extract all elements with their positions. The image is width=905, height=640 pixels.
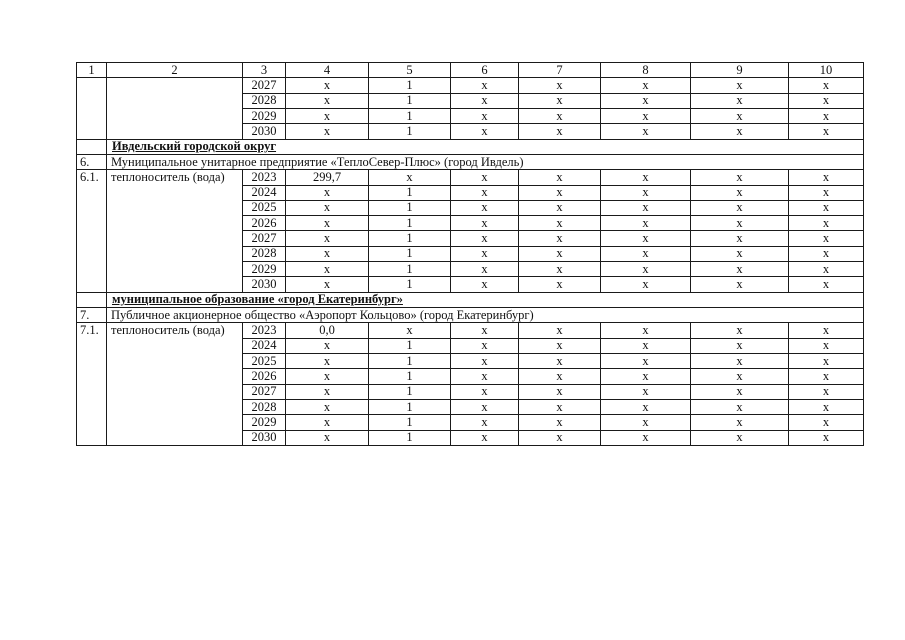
municipality-title: Ивдельский городской округ <box>107 139 864 154</box>
year-cell: 2027 <box>243 384 286 399</box>
column-header-4: 4 <box>286 63 369 78</box>
value-cell-col-4: х <box>286 185 369 200</box>
value-cell-col-5: 1 <box>369 124 451 139</box>
value-cell-col-6: х <box>451 108 519 123</box>
value-cell-col-4: 0,0 <box>286 323 369 338</box>
year-cell: 2024 <box>243 185 286 200</box>
value-cell-col-5: 1 <box>369 384 451 399</box>
value-cell-col-8: х <box>601 323 691 338</box>
value-cell-col-5: 1 <box>369 338 451 353</box>
value-cell-col-10: х <box>789 384 864 399</box>
data-table <box>76 62 864 446</box>
column-header-1: 1 <box>77 63 107 78</box>
header-row <box>77 63 864 78</box>
value-cell-col-9: х <box>691 246 789 261</box>
value-cell-col-4: х <box>286 231 369 246</box>
value-cell-col-4: х <box>286 430 369 445</box>
organization-name: Муниципальное унитарное предприятие «ТеплоСевер-Плюс» (город Ивдель) <box>107 154 864 169</box>
value-cell-col-9: х <box>691 216 789 231</box>
value-cell-col-4: х <box>286 216 369 231</box>
value-cell-col-8: х <box>601 124 691 139</box>
value-cell-col-7: х <box>519 262 601 277</box>
value-cell-col-9: х <box>691 231 789 246</box>
value-cell-col-7: х <box>519 246 601 261</box>
value-cell-col-9: х <box>691 200 789 215</box>
table-body <box>77 63 864 446</box>
value-cell-col-7: х <box>519 108 601 123</box>
item-number: 6.1. <box>77 170 107 293</box>
column-header-10: 10 <box>789 63 864 78</box>
year-cell: 2028 <box>243 246 286 261</box>
value-cell-col-10: х <box>789 246 864 261</box>
value-cell-col-10: х <box>789 369 864 384</box>
value-cell-col-10: х <box>789 216 864 231</box>
value-cell-col-8: х <box>601 430 691 445</box>
value-cell-col-4: х <box>286 262 369 277</box>
value-cell-col-5: 1 <box>369 231 451 246</box>
year-cell: 2028 <box>243 399 286 414</box>
column-header-9: 9 <box>691 63 789 78</box>
value-cell-col-7: х <box>519 277 601 292</box>
municipality-title: муниципальное образование «город Екатеринбург» <box>107 292 864 307</box>
organization-number: 7. <box>77 308 107 323</box>
value-cell-col-8: х <box>601 200 691 215</box>
value-cell-col-9: х <box>691 430 789 445</box>
value-cell-col-8: х <box>601 353 691 368</box>
value-cell-col-9: х <box>691 338 789 353</box>
value-cell-col-10: х <box>789 124 864 139</box>
value-cell-col-8: х <box>601 108 691 123</box>
column-header-2: 2 <box>107 63 243 78</box>
value-cell-col-6: х <box>451 93 519 108</box>
value-cell-col-8: х <box>601 78 691 93</box>
year-cell: 2029 <box>243 415 286 430</box>
value-cell-col-9: х <box>691 277 789 292</box>
value-cell-col-7: х <box>519 170 601 185</box>
value-cell-col-6: х <box>451 369 519 384</box>
value-cell-col-4: х <box>286 399 369 414</box>
value-cell-col-5: 1 <box>369 399 451 414</box>
value-cell-col-10: х <box>789 93 864 108</box>
organization-name: Публичное акционерное общество «Аэропорт Кольцово» (город Екатеринбург) <box>107 308 864 323</box>
value-cell-col-7: х <box>519 323 601 338</box>
value-cell-col-5: 1 <box>369 369 451 384</box>
value-cell-col-6: х <box>451 277 519 292</box>
value-cell-col-4: х <box>286 200 369 215</box>
value-cell-col-8: х <box>601 93 691 108</box>
item-number <box>77 78 107 139</box>
value-cell-col-8: х <box>601 415 691 430</box>
organization-row <box>77 308 864 323</box>
value-cell-col-6: х <box>451 338 519 353</box>
year-cell: 2024 <box>243 338 286 353</box>
value-cell-col-4: х <box>286 246 369 261</box>
value-cell-col-9: х <box>691 93 789 108</box>
value-cell-col-6: х <box>451 399 519 414</box>
year-cell: 2030 <box>243 124 286 139</box>
value-cell-col-7: х <box>519 185 601 200</box>
value-cell-col-8: х <box>601 399 691 414</box>
value-cell-col-6: х <box>451 170 519 185</box>
column-header-5: 5 <box>369 63 451 78</box>
value-cell-col-6: х <box>451 415 519 430</box>
value-cell-col-4: х <box>286 384 369 399</box>
row-number-cell <box>77 139 107 154</box>
year-cell: 2023 <box>243 323 286 338</box>
value-cell-col-7: х <box>519 200 601 215</box>
value-cell-col-4: х <box>286 277 369 292</box>
value-cell-col-6: х <box>451 246 519 261</box>
value-cell-col-8: х <box>601 216 691 231</box>
value-cell-col-6: х <box>451 78 519 93</box>
year-cell: 2026 <box>243 216 286 231</box>
year-cell: 2025 <box>243 200 286 215</box>
value-cell-col-5: 1 <box>369 108 451 123</box>
value-cell-col-7: х <box>519 353 601 368</box>
value-cell-col-4: х <box>286 338 369 353</box>
value-cell-col-8: х <box>601 277 691 292</box>
year-cell: 2023 <box>243 170 286 185</box>
year-cell: 2030 <box>243 430 286 445</box>
column-header-6: 6 <box>451 63 519 78</box>
item-name: теплоноситель (вода) <box>107 170 243 293</box>
value-cell-col-9: х <box>691 369 789 384</box>
value-cell-col-8: х <box>601 369 691 384</box>
value-cell-col-8: х <box>601 185 691 200</box>
organization-row <box>77 154 864 169</box>
value-cell-col-9: х <box>691 399 789 414</box>
item-name: теплоноситель (вода) <box>107 323 243 446</box>
value-cell-col-6: х <box>451 323 519 338</box>
value-cell-col-9: х <box>691 415 789 430</box>
value-cell-col-9: х <box>691 78 789 93</box>
value-cell-col-9: х <box>691 384 789 399</box>
table-row <box>77 170 864 185</box>
value-cell-col-7: х <box>519 78 601 93</box>
value-cell-col-10: х <box>789 277 864 292</box>
organization-number: 6. <box>77 154 107 169</box>
value-cell-col-7: х <box>519 338 601 353</box>
year-cell: 2029 <box>243 108 286 123</box>
value-cell-col-7: х <box>519 369 601 384</box>
value-cell-col-7: х <box>519 124 601 139</box>
year-cell: 2027 <box>243 231 286 246</box>
value-cell-col-5: 1 <box>369 185 451 200</box>
value-cell-col-8: х <box>601 338 691 353</box>
year-cell: 2027 <box>243 78 286 93</box>
column-header-8: 8 <box>601 63 691 78</box>
value-cell-col-6: х <box>451 353 519 368</box>
value-cell-col-4: х <box>286 108 369 123</box>
municipality-row <box>77 139 864 154</box>
municipality-row <box>77 292 864 307</box>
value-cell-col-10: х <box>789 353 864 368</box>
year-cell: 2030 <box>243 277 286 292</box>
value-cell-col-9: х <box>691 323 789 338</box>
value-cell-col-6: х <box>451 430 519 445</box>
value-cell-col-9: х <box>691 124 789 139</box>
value-cell-col-5: 1 <box>369 200 451 215</box>
value-cell-col-10: х <box>789 231 864 246</box>
value-cell-col-10: х <box>789 323 864 338</box>
value-cell-col-8: х <box>601 170 691 185</box>
column-header-7: 7 <box>519 63 601 78</box>
table-row <box>77 78 864 93</box>
value-cell-col-4: х <box>286 415 369 430</box>
value-cell-col-5: 1 <box>369 277 451 292</box>
item-number: 7.1. <box>77 323 107 446</box>
value-cell-col-10: х <box>789 262 864 277</box>
value-cell-col-10: х <box>789 430 864 445</box>
value-cell-col-10: х <box>789 78 864 93</box>
value-cell-col-8: х <box>601 246 691 261</box>
value-cell-col-4: х <box>286 93 369 108</box>
value-cell-col-5: 1 <box>369 78 451 93</box>
value-cell-col-6: х <box>451 200 519 215</box>
value-cell-col-9: х <box>691 170 789 185</box>
value-cell-col-6: х <box>451 185 519 200</box>
value-cell-col-10: х <box>789 108 864 123</box>
value-cell-col-4: х <box>286 124 369 139</box>
value-cell-col-8: х <box>601 262 691 277</box>
value-cell-col-8: х <box>601 231 691 246</box>
value-cell-col-4: 299,7 <box>286 170 369 185</box>
value-cell-col-5: 1 <box>369 262 451 277</box>
value-cell-col-5: 1 <box>369 216 451 231</box>
value-cell-col-7: х <box>519 384 601 399</box>
value-cell-col-8: х <box>601 384 691 399</box>
value-cell-col-7: х <box>519 399 601 414</box>
value-cell-col-5: 1 <box>369 430 451 445</box>
value-cell-col-7: х <box>519 216 601 231</box>
value-cell-col-10: х <box>789 338 864 353</box>
value-cell-col-9: х <box>691 185 789 200</box>
value-cell-col-7: х <box>519 231 601 246</box>
row-number-cell <box>77 292 107 307</box>
value-cell-col-7: х <box>519 415 601 430</box>
value-cell-col-9: х <box>691 353 789 368</box>
year-cell: 2029 <box>243 262 286 277</box>
value-cell-col-9: х <box>691 262 789 277</box>
value-cell-col-6: х <box>451 384 519 399</box>
value-cell-col-5: 1 <box>369 93 451 108</box>
value-cell-col-6: х <box>451 124 519 139</box>
value-cell-col-4: х <box>286 353 369 368</box>
value-cell-col-9: х <box>691 108 789 123</box>
value-cell-col-6: х <box>451 262 519 277</box>
value-cell-col-5: 1 <box>369 246 451 261</box>
value-cell-col-5: х <box>369 170 451 185</box>
value-cell-col-6: х <box>451 216 519 231</box>
year-cell: 2025 <box>243 353 286 368</box>
value-cell-col-7: х <box>519 430 601 445</box>
value-cell-col-4: х <box>286 78 369 93</box>
value-cell-col-5: 1 <box>369 353 451 368</box>
value-cell-col-10: х <box>789 170 864 185</box>
value-cell-col-10: х <box>789 200 864 215</box>
value-cell-col-5: х <box>369 323 451 338</box>
year-cell: 2026 <box>243 369 286 384</box>
year-cell: 2028 <box>243 93 286 108</box>
value-cell-col-4: х <box>286 369 369 384</box>
item-name <box>107 78 243 139</box>
value-cell-col-7: х <box>519 93 601 108</box>
column-header-3: 3 <box>243 63 286 78</box>
value-cell-col-10: х <box>789 185 864 200</box>
value-cell-col-10: х <box>789 399 864 414</box>
value-cell-col-6: х <box>451 231 519 246</box>
table-row <box>77 323 864 338</box>
value-cell-col-5: 1 <box>369 415 451 430</box>
value-cell-col-10: х <box>789 415 864 430</box>
